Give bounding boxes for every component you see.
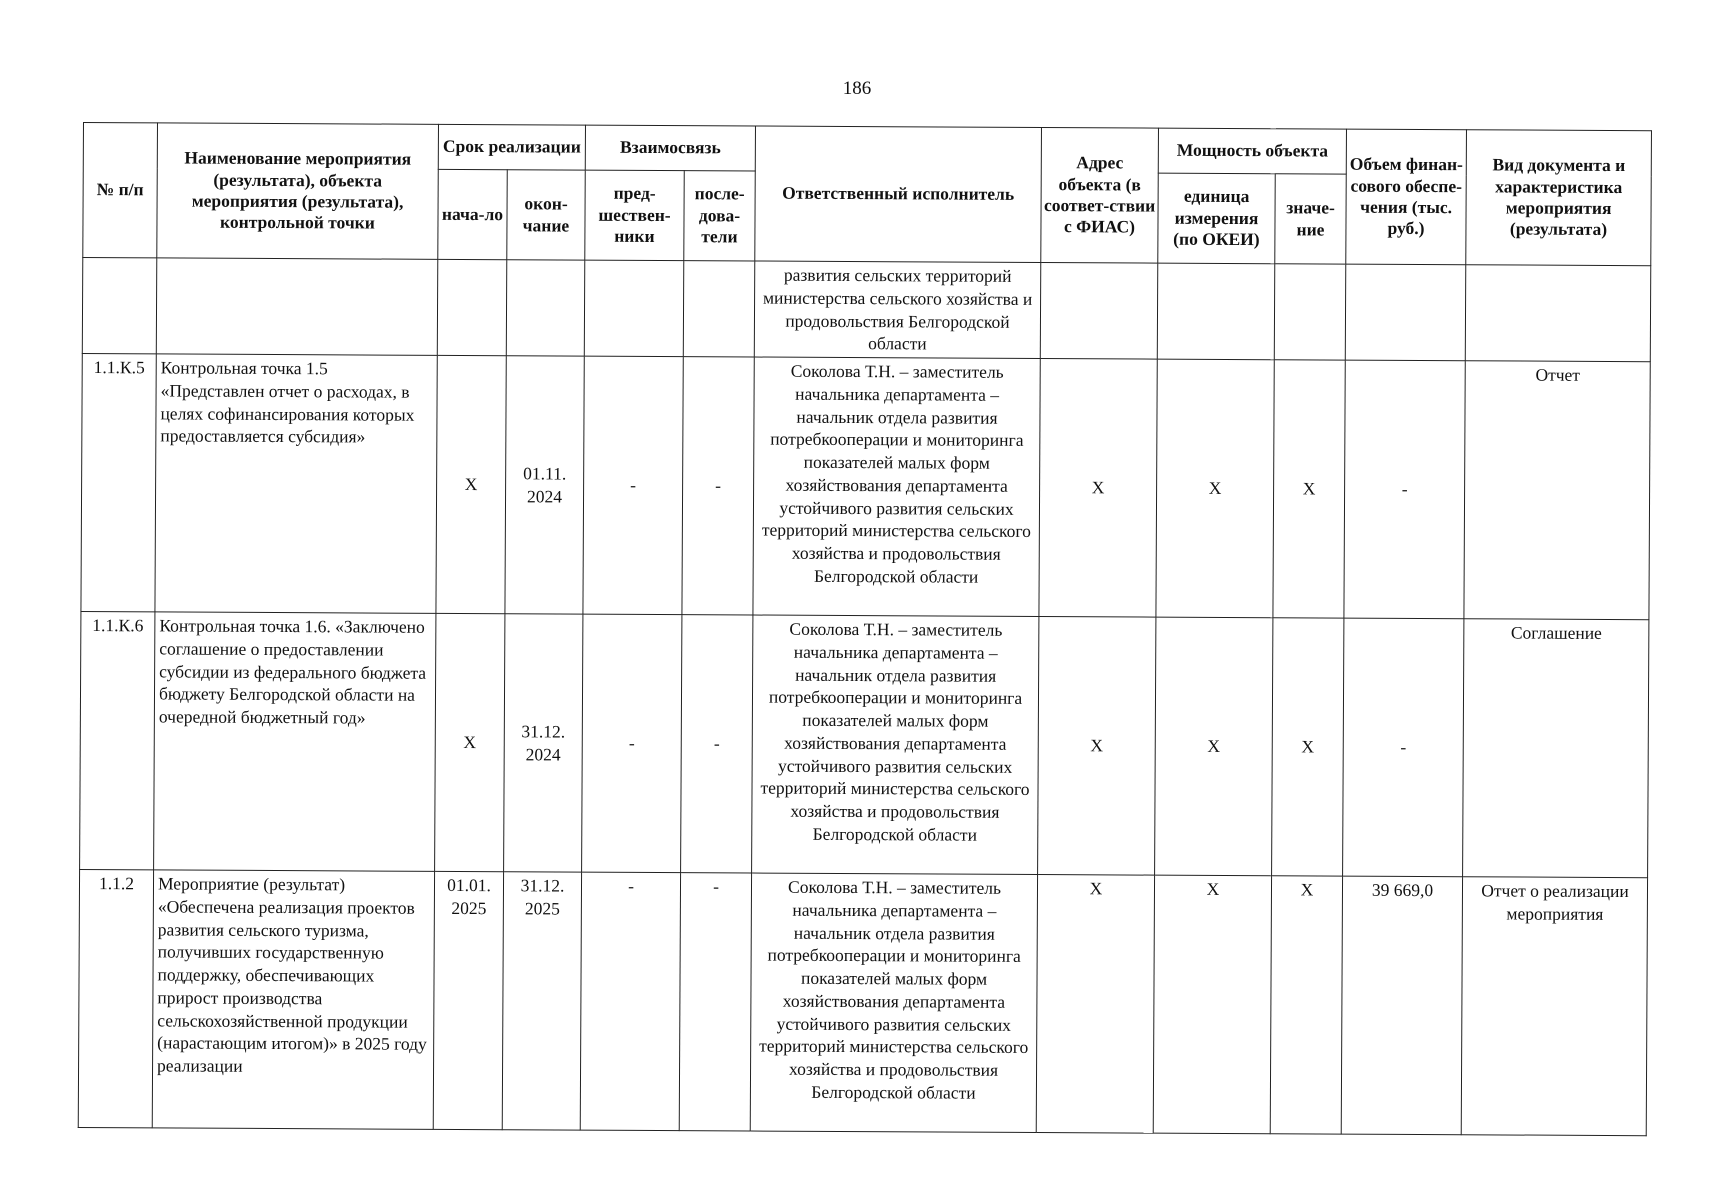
header-value: значе-ние bbox=[1275, 174, 1346, 264]
cell-value bbox=[1274, 264, 1346, 360]
cell-value: Х bbox=[1272, 618, 1344, 876]
cell-num: 1.1.2 bbox=[78, 869, 153, 1127]
cell-end: 31.12. 2025 bbox=[502, 872, 581, 1130]
cell-address: Х bbox=[1036, 875, 1154, 1134]
header-relation: Взаимосвязь bbox=[585, 125, 755, 171]
cell-start: Х bbox=[435, 613, 505, 871]
cell-num: 1.1.К.6 bbox=[80, 611, 155, 869]
page-number: 186 bbox=[842, 78, 872, 99]
cell-start: Х bbox=[436, 355, 506, 613]
header-address: Адрес объекта (в соответ-ствии с ФИАС) bbox=[1041, 128, 1159, 264]
cell-unit: Х bbox=[1153, 875, 1271, 1134]
cell-start bbox=[437, 259, 507, 355]
cell-financing: - bbox=[1344, 360, 1465, 619]
header-term: Срок реализации bbox=[438, 124, 585, 170]
header-end: окон-чание bbox=[507, 170, 585, 260]
header-start: нача-ло bbox=[438, 169, 507, 259]
cell-executor: развития сельских территорий министерства сельского хозяйства и продовольствия Белгородской области bbox=[754, 261, 1040, 358]
cell-successors: - bbox=[679, 873, 751, 1131]
header-capacity: Мощность объекта bbox=[1158, 128, 1346, 174]
cell-predecessors: - bbox=[580, 872, 680, 1131]
cell-doc bbox=[1465, 265, 1651, 362]
cell-value: Х bbox=[1273, 360, 1345, 618]
plan-table bbox=[78, 122, 1652, 1136]
cell-doc: Соглашение bbox=[1463, 619, 1649, 878]
header-executor: Ответственный исполнитель bbox=[755, 126, 1042, 262]
header-financing: Объем финан-сового обеспе-чения (тыс. руб.) bbox=[1346, 129, 1467, 265]
header-doc-type: Вид документа и характеристика мероприятия (результата) bbox=[1466, 130, 1652, 266]
table-header bbox=[83, 123, 1652, 266]
cell-executor: Соколова Т.Н. – заместитель начальника департамента – начальник отдела развития потребкооперации и мониторинга показателей малых форм хозяйствования департамента устойчивого развития сельских территорий министерства сельского хозяйства и продовольствия Белгородской области bbox=[753, 357, 1040, 616]
cell-start: 01.01. 2025 bbox=[433, 871, 503, 1129]
cell-address: Х bbox=[1039, 359, 1157, 618]
cell-predecessors: - bbox=[582, 614, 682, 873]
header-num: № п/п bbox=[83, 123, 158, 258]
cell-financing: - bbox=[1343, 618, 1464, 877]
header-successors: после-дова-тели bbox=[684, 171, 755, 261]
table-row bbox=[78, 869, 1647, 1135]
cell-executor: Соколова Т.Н. – заместитель начальника департамента – начальник отдела развития потребкооперации и мониторинга показателей малых форм хозяйствования департамента устойчивого развития сельских территорий министерства сельского хозяйства и продовольствия Белгородской области bbox=[752, 615, 1039, 874]
cell-doc: Отчет о реализации мероприятия bbox=[1461, 877, 1647, 1136]
cell-predecessors: - bbox=[583, 356, 683, 615]
cell-address bbox=[1040, 263, 1158, 360]
cell-num: 1.1.К.5 bbox=[81, 353, 156, 611]
cell-financing: 39 669,0 bbox=[1341, 876, 1462, 1135]
cell-address: Х bbox=[1038, 617, 1156, 876]
cell-executor: Соколова Т.Н. – заместитель начальника департамента – начальник отдела развития потребкооперации и мониторинга показателей малых форм хозяйствования департамента устойчивого развития сельских территорий министерства сельского хозяйства и продовольствия Белгородской области bbox=[750, 873, 1037, 1132]
header-predecessors: пред-шествен-ники bbox=[585, 170, 684, 261]
cell-num bbox=[82, 258, 157, 354]
table-row bbox=[82, 258, 1651, 362]
cell-unit bbox=[1157, 263, 1275, 360]
cell-unit: Х bbox=[1156, 359, 1274, 618]
cell-predecessors bbox=[584, 260, 684, 357]
cell-successors: - bbox=[681, 615, 753, 873]
cell-name: Мероприятие (результат) «Обеспечена реализация проектов развития сельского туризма, получивших государственную поддержку, обеспечивающих прирост производства сельскохозяйственной продукции (нарастающим итогом)» в 2025 году реализации bbox=[152, 870, 434, 1129]
header-name: Наименование мероприятия (результата), объекта мероприятия (результата), контрольной точки bbox=[157, 123, 439, 259]
cell-successors: - bbox=[682, 357, 754, 615]
cell-value: Х bbox=[1270, 876, 1342, 1134]
cell-name bbox=[156, 258, 437, 355]
header-unit: единица измерения (по ОКЕИ) bbox=[1158, 173, 1275, 264]
cell-name: Контрольная точка 1.6. «Заключено соглашение о предоставлении субсидии из федерального бюджета бюджету Белгородской области на очередной бюджетный год» bbox=[154, 612, 436, 871]
cell-name: Контрольная точка 1.5 «Представлен отчет о расходах, в целях софинансирования которых предоставляется субсидия» bbox=[155, 354, 437, 613]
cell-successors bbox=[683, 261, 755, 357]
cell-end: 31.12. 2024 bbox=[504, 614, 583, 872]
cell-end: 01.11. 2024 bbox=[505, 356, 584, 614]
cell-end bbox=[506, 260, 585, 356]
cell-unit: Х bbox=[1155, 617, 1273, 876]
table-row bbox=[81, 353, 1650, 619]
table-row bbox=[80, 611, 1649, 877]
cell-doc: Отчет bbox=[1464, 361, 1650, 620]
cell-financing bbox=[1345, 264, 1466, 361]
